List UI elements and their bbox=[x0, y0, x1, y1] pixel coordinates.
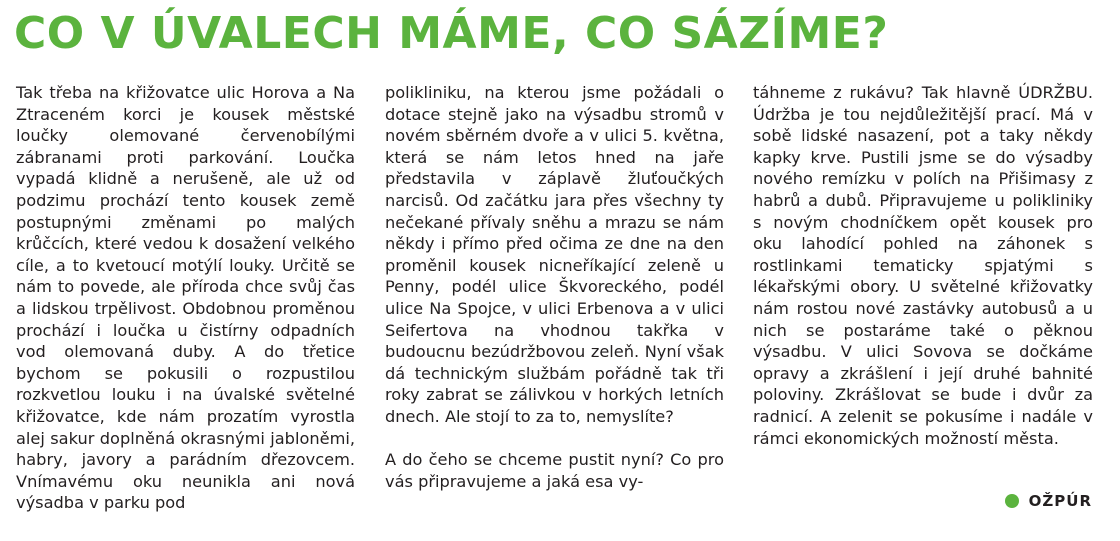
author-signature bbox=[1005, 492, 1092, 510]
paragraph: táhneme z rukávu? Tak hlavně ÚDRŽBU. Údržba je tou nejdůležitější prací. Má v sobě lidské nasazení, pot a taky někdy kapky krve. Pustili jsme se do výsadby nového remízku v polích na Přišimasy z habrů a dubů. Připravujeme u polikliniky s novým chodníčkem opět kousek pro oku lahodící pohled na záhonek s rostlinkami tematicky spjatými s lékařskými obory. U světelné křižovatky nám rostou nové zastávky autobusů a u nich se postaráme také o pěknou výsadbu. V ulici Sovova se dočkáme opravy a zkrášlení i její druhé bahnité poloviny. Zkrášlovat se bude i dvůr za radnicí. A zelenit se pokusíme i nadále v rámci ekonomických možností města. bbox=[753, 83, 1093, 448]
text-column-1 bbox=[16, 82, 355, 514]
author-name: OŽPÚR bbox=[1028, 492, 1092, 510]
article-headline: CO V ÚVALECH MÁME, CO SÁZÍME? bbox=[14, 8, 889, 59]
text-column-3 bbox=[753, 82, 1093, 449]
paragraph: polikliniku, na kterou jsme požádali o dotace stejně jako na výsadbu stromů v novém sběrném dvoře a v ulici 5. května, která se nám letos hned na jaře představila v záplavě žluťoučkých narcisů. Od začátku jara přes všechny ty nečekané přívaly sněhu a mrazu se nám někdy i přímo před očima ze dne na den proměnil kousek nicneříkající zeleně u Penny, podél ulice Škvoreckého, podél ulice Na Spojce, v ulici Erbenova a v ulici Seifertova na vhodnou takřka v budoucnu bezúdržbovou zeleň. Nyní však dá technickým službám pořádně tak tři roky zabrat se zálivkou v horkých letních dnech. Ale stojí to za to, nemyslíte? bbox=[385, 83, 724, 426]
text-column-2 bbox=[385, 82, 724, 492]
bullet-dot-icon bbox=[1005, 494, 1019, 508]
paragraph: Tak třeba na křižovatce ulic Horova a Na Ztraceném korci je kousek městské loučky olemované červenobílými zábranami proti parkování. Loučka vypadá klidně a nerušeně, ale už od podzimu prochází tento kousek země postupnými změnami po malých krůčcích, které vedou k dosažení velkého cíle, a to kvetoucí motýlí louky. Určitě se nám to povede, ale příroda chce svůj čas a lidskou trpělivost. Obdobnou proměnou prochází i loučka u čistírny odpadních vod olemovaná duby. A do třetice bychom se pokusili o rozpustilou rozkvetlou louku i na úvalské světelné křižovatce, kde nám prozatím vyrostla alej sakur doplněná okrasnými jabloněmi, habry, javory a parádním dřezovcem. Vnímavému oku neunikla ani nová výsadba v parku pod bbox=[16, 83, 355, 513]
paragraph: A do čeho se chceme pustit nyní? Co pro vás připravujeme a jaká esa vy- bbox=[385, 450, 724, 491]
